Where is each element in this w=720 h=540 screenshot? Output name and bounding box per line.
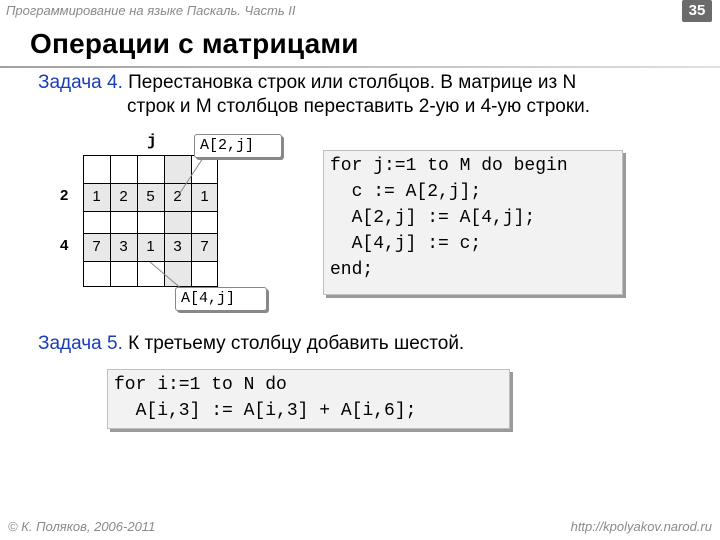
matrix-cell: 1 — [200, 188, 209, 205]
code-line: A[2,j] := A[4,j]; — [330, 208, 536, 228]
matrix-grid — [83, 155, 218, 287]
matrix-cell: 1 — [92, 188, 101, 205]
header-bar — [0, 0, 720, 24]
header-title: Программирование на языке Паскаль. Часть II — [6, 3, 296, 18]
row-label-2: 2 — [60, 187, 69, 204]
code-line: end; — [330, 260, 374, 280]
grid-line — [83, 155, 84, 287]
grid-line — [137, 155, 138, 287]
code-line: A[i,3] := A[i,3] + A[i,6]; — [114, 401, 417, 421]
matrix-cell: 3 — [173, 238, 182, 255]
code-line: A[4,j] := c; — [330, 234, 482, 254]
title-divider — [0, 66, 720, 68]
page-number: 35 — [682, 0, 712, 22]
code-block-swap — [323, 150, 623, 295]
callout-a2j: A[2,j] — [194, 134, 282, 158]
matrix-cell: 1 — [146, 238, 155, 255]
grid-line — [191, 155, 192, 287]
task5-label: Задача 5. — [38, 333, 123, 354]
task5-body: К третьему столбцу добавить шестой. — [122, 333, 465, 354]
grid-line — [110, 155, 111, 287]
task4-line2: строк и M столбцов переставить 2-ую и 4-ую строки. — [127, 96, 591, 117]
callout-a4j: A[4,j] — [175, 287, 267, 311]
task4-text — [38, 70, 698, 96]
code-line: for i:=1 to N do — [114, 375, 287, 395]
column-label-j: j — [147, 132, 157, 150]
code-line: c := A[2,j]; — [330, 182, 482, 202]
matrix-cell: 7 — [92, 238, 101, 255]
slide-title: Операции с матрицами — [30, 28, 359, 59]
code-line: for j:=1 to M do begin — [330, 156, 568, 176]
task5-text — [38, 331, 464, 357]
grid-line — [164, 155, 165, 287]
footer-url: http://kpolyakov.narod.ru — [570, 519, 712, 534]
matrix-cell: 7 — [200, 238, 209, 255]
grid-line — [83, 261, 218, 262]
grid-line — [83, 211, 218, 212]
matrix-cell: 3 — [119, 238, 128, 255]
grid-line — [217, 155, 218, 287]
matrix-cell: 2 — [173, 188, 182, 205]
code-block-add-column — [107, 369, 510, 429]
task4-label: Задача 4. — [38, 72, 123, 93]
matrix-cell: 2 — [119, 188, 128, 205]
row-label-4: 4 — [60, 237, 69, 254]
footer-copyright: © К. Поляков, 2006-2011 — [8, 519, 156, 534]
matrix-cell: 5 — [146, 188, 155, 205]
task4-line1: Перестановка строк или столбцов. В матрице из N — [122, 72, 577, 93]
